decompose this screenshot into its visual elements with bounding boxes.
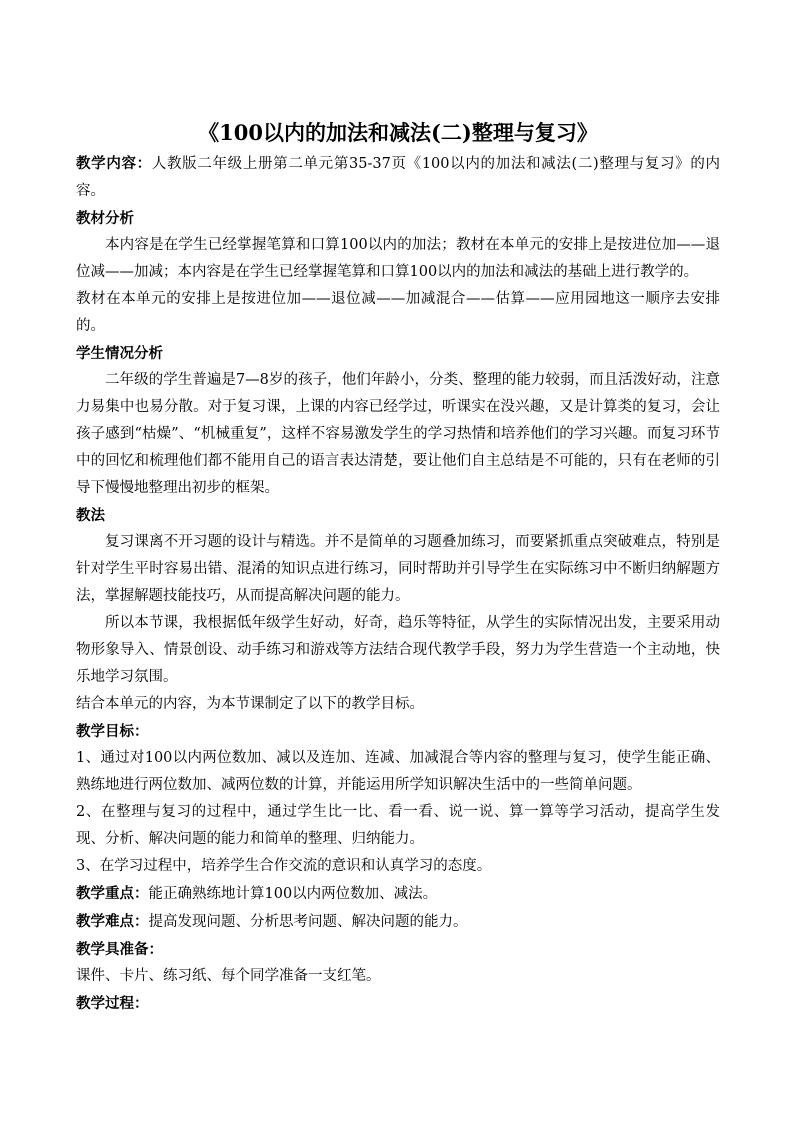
teaching-content-text: 人教版二年级上册第二单元第35-37页《100以内的加法和减法(二)整理与复习》的内容。 xyxy=(76,156,720,199)
goal-item-2: 2、在整理与复习的过程中，通过学生比一比、看一看、说一说、算一算等学习活动，提高学生发现、分析、解决问题的能力和简单的整理、归纳能力。 xyxy=(76,804,720,847)
key-point-label: 教学重点： xyxy=(76,885,149,902)
analysis-heading: 教材分析 xyxy=(76,210,134,227)
key-point xyxy=(76,880,720,908)
method-heading: 教法 xyxy=(76,507,105,524)
students-paragraph-1: 二年级的学生普遍是7—8岁的孩子，他们年龄小，分类、整理的能力较弱，而且活泼好动，注意力易集中也易分散。对于复习课，上课的内容已经学过，听课实在没兴趣，又是计算类的复习，会让孩子感到“枯燥”、“机械重复”，这样不容易激发学生的学习热情和培养他们的学习兴趣。而复习环节中的回忆和梳理他们都不能用自己的语言表达清楚，要让他们自主总结是不可能的，只有在老师的引导下慢慢地整理出初步的框架。 xyxy=(76,372,720,496)
difficulty xyxy=(76,908,720,936)
students-heading: 学生情况分析 xyxy=(76,345,163,362)
goal-item-3: 3、在学习过程中，培养学生合作交流的意识和认真学习的态度。 xyxy=(76,858,492,874)
goal-item-1: 1、通过对100以内两位数加、减以及连加、连减、加减混合等内容的整理与复习，使学生能正确、熟练地进行两位数加、减两位数的计算，并能运用所学知识解决生活中的一些简单问题。 xyxy=(76,750,720,793)
goals-heading: 教学目标： xyxy=(76,723,149,740)
key-point-text: 能正确熟练地计算100以内两位数加、减法。 xyxy=(148,886,438,902)
difficulty-label: 教学难点： xyxy=(76,913,149,930)
document-title: 《100以内的加法和减法(二)整理与复习》 xyxy=(198,120,598,145)
teaching-content-label: 教学内容： xyxy=(76,155,152,172)
method-paragraph-1: 复习课离不开习题的设计与精选。并不是简单的习题叠加练习，而要紧抓重点突破难点，特别是针对学生平时容易出错、混淆的知识点进行练习，同时帮助并引导学生在实际练习中不断归纳解题方法，掌握解题技能技巧，从而提高解决问题的能力。 xyxy=(76,534,720,604)
difficulty-text: 提高发现问题、分析思考问题、解决问题的能力。 xyxy=(148,914,468,930)
process-heading: 教学过程： xyxy=(76,995,149,1012)
materials-text: 课件、卡片、练习纸、每个同学准备一支红笔。 xyxy=(76,968,381,984)
materials-heading: 教学具准备： xyxy=(76,941,163,958)
teaching-content xyxy=(76,150,720,205)
analysis-paragraph-2: 教材在本单元的安排上是按进位加——退位减——加减混合——估算——应用园地这一顺序去安排的。 xyxy=(76,291,720,334)
method-paragraph-2: 所以本节课，我根据低年级学生好动，好奇，趋乐等特征，从学生的实际情况出发，主要采用动物形象导入、情景创设、动手练习和游戏等方法结合现代教学手段，努力为学生营造一个主动地，快乐地学习氛围。 xyxy=(76,615,720,685)
document-body xyxy=(76,150,720,1017)
method-paragraph-3: 结合本单元的内容，为本节课制定了以下的教学目标。 xyxy=(76,696,424,712)
analysis-paragraph-1: 本内容是在学生已经掌握笔算和口算100以内的加法；教材在本单元的安排上是按进位加——退位减——加减；本内容是在学生已经掌握笔算和口算100以内的加法和减法的基础上进行教学的。 xyxy=(76,237,720,280)
